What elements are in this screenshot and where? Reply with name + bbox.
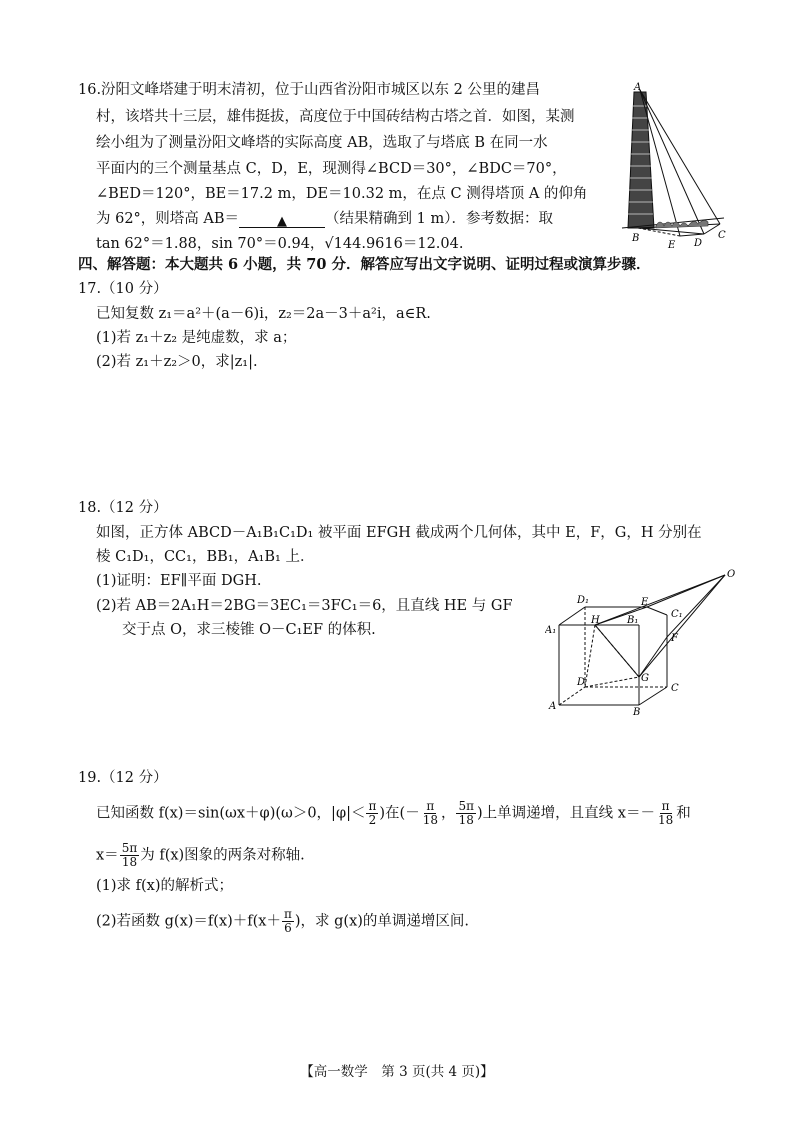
label-C: C (671, 683, 679, 694)
q18-line-1: 如图，正方体 ABCD－A₁B₁C₁D₁ 被平面 EFGH 截成两个几何体，其中 E，F，G，H 分别在 (96, 525, 702, 541)
page-footer: 【高一数学 第 3 页(共 4 页)】 (300, 1064, 494, 1080)
label-D1: D₁ (577, 595, 590, 606)
q18-head: 18.（12 分） (78, 500, 168, 516)
label-C: C (718, 230, 726, 241)
q19-l1-e: 和 (676, 805, 691, 822)
frac-5pi-over-18: $\frac{5\pi}{18}$ (458, 799, 475, 827)
label-E: E (668, 240, 676, 251)
q16-line-5: ∠BED＝120°，BE＝17.2 m，DE＝10.32 m，在点 C 测得塔顶 A 的仰角 (96, 186, 588, 202)
label-B: B (632, 233, 640, 244)
q16-line-2: 村，该塔共十三层，雄伟挺拔，高度位于中国砖结构古塔之首．如图，某测 (96, 109, 575, 125)
q19-l4-a: (2)若函数 g(x)＝f(x)＋f(x＋ (96, 913, 281, 930)
cube-figure (545, 565, 735, 715)
label-C1: C₁ (671, 609, 683, 620)
label-B1: B₁ (627, 615, 639, 626)
label-D: D (694, 238, 703, 249)
label-A: A (549, 701, 557, 712)
q18-line-4: (2)若 AB＝2A₁H＝2BG＝3EC₁＝3FC₁＝6，且直线 HE 与 GF (96, 598, 513, 614)
q18-line-3: (1)证明：EF∥平面 DGH. (96, 573, 262, 589)
q16-line-6-pre: 为 62°，则塔高 AB＝ (96, 211, 240, 227)
q17-head: 17.（10 分） (78, 281, 168, 297)
label-G: G (641, 673, 649, 684)
label-E: E (641, 597, 649, 608)
pagoda-figure (612, 78, 732, 258)
q19-l1-c: ， (440, 805, 456, 822)
triangle-mark-icon: ▲ (277, 214, 288, 229)
section-four-heading: 四、解答题：本大题共 6 小题，共 70 分．解答应写出文字说明、证明过程或演算步骤． (78, 256, 651, 273)
frac-pi-over-2: $\frac{\pi}{2}$ (368, 799, 377, 827)
label-D: D (577, 677, 586, 688)
q16-line-4: 平面内的三个测量基点 C，D，E，现测得∠BCD＝30°，∠BDC＝70°， (96, 161, 567, 177)
q19-line-4 (96, 908, 469, 935)
label-F: F (671, 633, 678, 644)
q19-line-2 (96, 842, 305, 869)
label-A1: A₁ (545, 625, 557, 636)
frac-5pi-over-18-b: $\frac{5\pi}{18}$ (121, 841, 138, 869)
frac-pi-over-18: $\frac{\pi}{18}$ (422, 799, 438, 827)
q16-line-6-post: （结果精确到 1 m）．参考数据：取 (325, 211, 553, 227)
q16-line-7: tan 62°＝1.88，sin 70°＝0.94，√144.9616＝12.04. (96, 236, 464, 252)
q19-line-3: (1)求 f(x)的解析式； (96, 878, 234, 894)
label-O: O (727, 569, 735, 580)
q19-l2-b: 为 f(x)图象的两条对称轴. (140, 847, 305, 864)
label-A: A (634, 82, 642, 93)
q18-line-5: 交于点 O，求三棱锥 O－C₁EF 的体积. (122, 622, 376, 638)
q19-head: 19.（12 分） (78, 770, 168, 786)
q19-l2-a: x＝ (96, 847, 119, 864)
q19-l4-b: )，求 g(x)的单调递增区间. (294, 913, 470, 930)
q19-l1-d: )上单调递增，且直线 x＝－ (477, 805, 655, 822)
frac-pi-over-18-b: $\frac{\pi}{18}$ (657, 799, 674, 827)
label-H: H (591, 615, 600, 626)
q19-l1-b: )在(－ (379, 805, 420, 822)
label-B: B (633, 707, 641, 715)
q19-line-1 (96, 800, 691, 827)
q18-line-2: 棱 C₁D₁，CC₁，BB₁，A₁B₁ 上． (96, 549, 315, 565)
answer-blank (239, 211, 325, 228)
q16-line-6 (96, 209, 553, 229)
frac-pi-over-6: $\frac{\pi}{6}$ (283, 907, 292, 935)
q17-line-1: 已知复数 z₁＝a²＋(a－6)i，z₂＝2a－3＋a²i，a∈R. (96, 306, 431, 322)
q19-l1-a: 已知函数 f(x)＝sin(ωx＋φ)(ω＞0，|φ|＜ (96, 805, 366, 822)
q16-line-1: 16.汾阳文峰塔建于明末清初，位于山西省汾阳市城区以东 2 公里的建昌 (78, 82, 541, 98)
q17-line-3: (2)若 z₁＋z₂＞0，求|z₁|. (96, 354, 258, 370)
q17-line-2: (1)若 z₁＋z₂ 是纯虚数，求 a； (96, 330, 297, 346)
q16-line-3: 绘小组为了测量汾阳文峰塔的实际高度 AB，选取了与塔底 B 在同一水 (96, 135, 548, 151)
